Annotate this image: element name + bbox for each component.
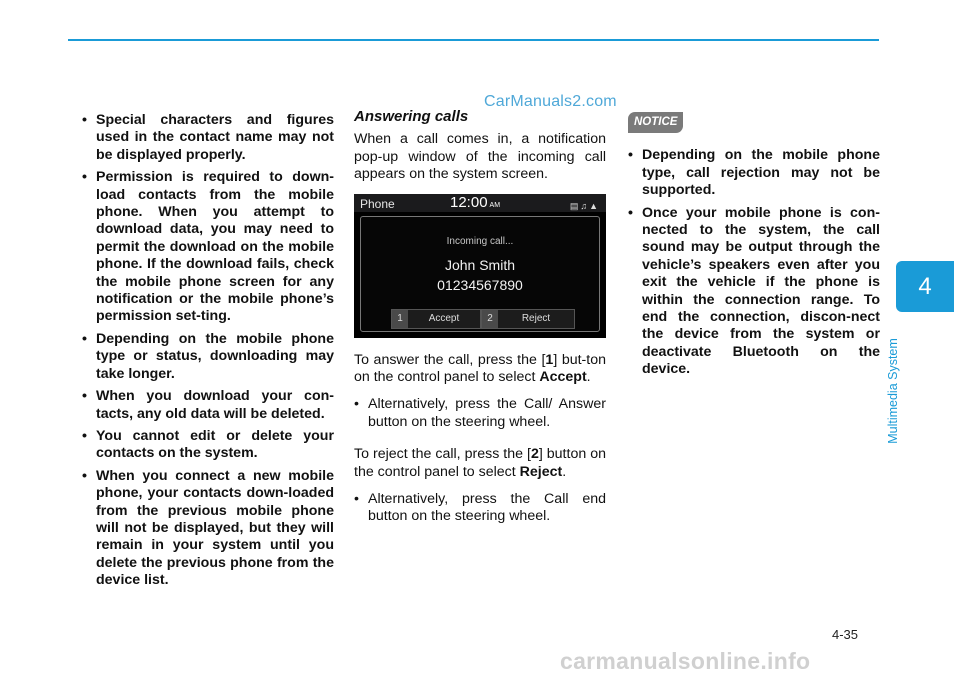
intro-paragraph: When a call comes in, a notification pop-up window of the incoming call appears on the system screen. xyxy=(354,131,606,183)
reject-label: Reject xyxy=(498,310,574,328)
list-item: • Alternatively, press the Call end button on the steering wheel. xyxy=(354,491,606,526)
call-buttons xyxy=(391,309,571,329)
notice-list xyxy=(628,147,880,378)
notice-badge: NOTICE xyxy=(628,112,683,133)
reject-alt-list xyxy=(354,491,606,526)
list-item: • Permission is required to down-load contacts from the mobile phone. When you attempt to download data, you may need to permit the download on the mobile phone. If the download fails, check the mobile phone screen for any notification or the mobile phone’s permission set-ting. xyxy=(82,169,334,326)
reject-paragraph: To reject the call, press the [2] button on the control panel to select Reject. xyxy=(354,446,606,480)
accept-label: Accept xyxy=(408,310,480,328)
list-item: • When you connect a new mobile phone, your contacts down-loaded from the previous mobile phone will not be displayed, but they will remain in your system until you delete the previous phone from the device list. xyxy=(82,468,334,590)
caller-name: John Smith xyxy=(444,256,516,273)
incoming-call-popup xyxy=(360,216,600,332)
clock: 12:00 AM xyxy=(450,193,501,211)
page-number: 4-35 xyxy=(832,627,859,642)
list-item: • When you download your con-tacts, any old data will be deleted. xyxy=(82,388,334,423)
caller-number: 01234567890 xyxy=(437,276,523,293)
reject-button[interactable] xyxy=(481,309,575,329)
list-item: • Depending on the mobile phone type or status, downloading may take longer. xyxy=(82,331,334,383)
column-middle xyxy=(354,108,606,531)
chapter-title: Multimedia System xyxy=(886,338,900,444)
answer-alt-list xyxy=(354,396,606,431)
accept-key: 1 xyxy=(392,310,408,328)
section-heading: Answering calls xyxy=(354,108,469,125)
footer-watermark: carmanualsonline.info xyxy=(560,648,811,674)
list-item: • Once your mobile phone is con-nected to the system, the call sound may be output through the vehicle’s speakers even after you exit the vehicle if the phone is within the connection range. To end the connection, discon-nect the device from the system or deactivate Bluetooth on the device. xyxy=(628,205,880,379)
watermark: CarManuals2.com xyxy=(484,93,617,110)
reject-key: 2 xyxy=(482,310,498,328)
contacts-notes-list xyxy=(82,112,334,590)
list-item: • Depending on the mobile phone type, call rejection may not be supported. xyxy=(628,147,880,199)
list-item: • Special characters and figures used in the contact name may not be displayed properly. xyxy=(82,112,334,164)
list-item: • Alternatively, press the Call/ Answer button on the steering wheel. xyxy=(354,396,606,431)
column-left xyxy=(82,112,334,595)
incoming-call-screen xyxy=(354,194,606,338)
answer-paragraph: To answer the call, press the [1] but-ton on the control panel to select Accept. xyxy=(354,351,606,386)
status-icons: ▤♫▲ xyxy=(569,200,600,211)
accept-button[interactable] xyxy=(391,309,481,329)
chapter-tab: 4 xyxy=(896,261,954,312)
status-bar xyxy=(354,194,606,212)
column-right xyxy=(628,112,880,384)
incoming-label: Incoming call... xyxy=(446,235,514,247)
list-item: • You cannot edit or delete your contacts on the system. xyxy=(82,428,334,463)
screen-title: Phone xyxy=(360,196,395,211)
header-rule xyxy=(68,39,879,41)
